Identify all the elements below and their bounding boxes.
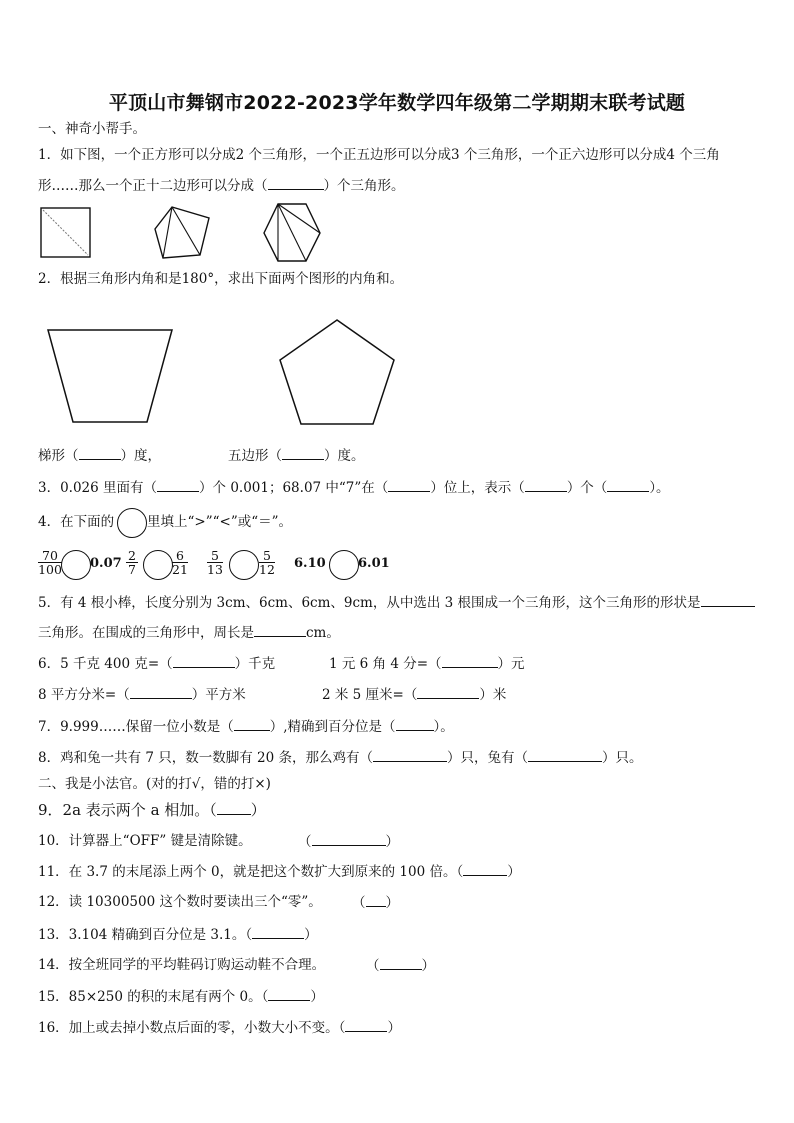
fraction-numerator: 2 [126, 549, 138, 563]
hexagon-divided-figure [262, 203, 322, 263]
q7-blank-2[interactable] [396, 718, 434, 731]
q7-blank-1[interactable] [234, 718, 270, 731]
question-1-line1: 1．如下图，一个正方形可以分成2 个三角形，一个正五边形可以分成3 个三角形，一个正六边形可以分成4 个三角 [38, 147, 720, 163]
q9-a: 9．2a 表示两个 a 相加。（ [38, 801, 217, 819]
q8-c: ）只。 [602, 750, 643, 766]
q10-c: ） [385, 834, 399, 850]
fraction-numerator: 6 [172, 549, 188, 563]
q1-text-b: ）个三角形。 [323, 178, 405, 194]
q9-b: ） [250, 801, 266, 819]
q6-c2: ）平方米 [191, 687, 246, 703]
question-4-prefix: 4．在下面的 [38, 514, 115, 530]
q7-a: 7．9.999……保留一位小数是（ [38, 719, 234, 735]
q3-e: ）。 [649, 480, 670, 496]
q6-c1: 8 平方分米=（ [38, 687, 130, 703]
question-10: 10．计算器上“OFF” 键是清除键。 [38, 833, 252, 849]
q13-blank[interactable] [252, 926, 304, 939]
q6-b2: ）元 [497, 656, 525, 672]
compare-circle-4[interactable] [329, 550, 359, 580]
fraction-70-100 [38, 549, 62, 576]
q6-blank-c[interactable] [130, 686, 192, 699]
question-2-answers [38, 447, 161, 464]
q15-a: 15．85×250 的积的末尾有两个 0。（ [38, 989, 269, 1005]
q3-b: ）个 0.001；68.07 中“7”在（ [199, 480, 389, 496]
q2-trap-a: 梯形（ [38, 448, 79, 464]
q8-blank-1[interactable] [373, 749, 447, 762]
q7-b: ）,精确到百分位是（ [269, 719, 396, 735]
q14-c: ） [421, 958, 435, 974]
question-15 [38, 988, 324, 1005]
q11-a: 11．在 3.7 的末尾添上两个 0，就是把这个数扩大到原来的 100 倍。（ [38, 864, 464, 880]
q3-blank-1[interactable] [157, 479, 199, 492]
q8-b: ）只，兔有（ [447, 750, 529, 766]
q3-a: 3．0.026 里面有（ [38, 480, 158, 496]
q6-blank-b[interactable] [442, 655, 498, 668]
section-heading-1: 一、神奇小帮手。 [38, 121, 146, 137]
q5-text-1: 5．有 4 根小棒，长度分别为 3cm、6cm、6cm、9cm，从中选出 3 根围成一个三角形，这个三角形的形状是 [38, 595, 701, 611]
q9-blank[interactable] [217, 802, 251, 815]
fraction-denominator: 100 [38, 562, 62, 577]
compare-value-6.01: 6.01 [358, 556, 390, 571]
question-3 [38, 479, 670, 496]
compare-circle-3[interactable] [229, 550, 259, 580]
fraction-2-7 [126, 549, 138, 576]
q6-a1: 6．5 千克 400 克=（ [38, 656, 173, 672]
question-5-line1 [38, 594, 755, 611]
q2-pent-blank[interactable] [282, 447, 324, 460]
q5-text-2b: cm。 [306, 625, 340, 641]
question-5-line2 [38, 624, 340, 641]
q12-blank[interactable] [366, 894, 386, 907]
q13-a: 13．3.104 精确到百分位是 3.1。（ [38, 927, 253, 943]
q10-b: （ [298, 834, 312, 850]
question-11 [38, 863, 521, 880]
question-2-pentagon-answer [228, 447, 365, 464]
pentagon-divided-figure [153, 205, 211, 261]
q5-blank-1[interactable] [701, 594, 755, 607]
q14-blank[interactable] [380, 957, 422, 970]
q15-blank[interactable] [268, 988, 310, 1001]
q3-blank-3[interactable] [525, 479, 567, 492]
question-16 [38, 1019, 401, 1036]
q1-text-a: 形……那么一个正十二边形可以分成（ [38, 178, 268, 194]
q12-c: ） [385, 895, 399, 911]
q11-b: ） [507, 864, 521, 880]
q6-d1: 2 米 5 厘米=（ [322, 687, 418, 703]
q5-blank-2[interactable] [254, 624, 306, 637]
q16-a: 16．加上或去掉小数点后面的零，小数大小不变。（ [38, 1020, 346, 1036]
q5-text-2a: 三角形。在围成的三角形中，周长是 [38, 625, 254, 641]
fraction-denominator: 21 [172, 562, 188, 577]
q7-c: ）。 [433, 719, 454, 735]
fraction-denominator: 13 [207, 562, 223, 577]
q14-b: （ [366, 958, 380, 974]
q8-blank-2[interactable] [528, 749, 602, 762]
q6-a2: ）千克 [234, 656, 276, 672]
question-14: 14．按全班同学的平均鞋码订购运动鞋不合理。 [38, 957, 326, 973]
pentagon-figure [278, 318, 396, 426]
q1-answer-blank[interactable] [268, 177, 324, 190]
fraction-numerator: 5 [207, 549, 223, 563]
question-12: 12．读 10300500 这个数时要读出三个“零”。 [38, 894, 322, 910]
compare-value-0.07: 0.07 [90, 556, 122, 571]
fraction-5-13 [207, 549, 223, 576]
q3-blank-2[interactable] [388, 479, 430, 492]
q10-blank[interactable] [312, 833, 386, 846]
q2-trap-b: ）度， [120, 448, 161, 464]
trapezoid-figure [45, 327, 175, 425]
question-6c [38, 686, 246, 703]
fraction-numerator: 5 [259, 549, 275, 563]
fraction-denominator: 7 [128, 562, 136, 577]
q16-blank[interactable] [345, 1019, 387, 1032]
question-13 [38, 926, 318, 943]
square-figure [40, 207, 92, 259]
q15-b: ） [310, 989, 324, 1005]
q3-c: ）位上，表示（ [430, 480, 525, 496]
q13-b: ） [304, 927, 318, 943]
q3-blank-4[interactable] [607, 479, 649, 492]
fraction-6-21 [172, 549, 188, 576]
q2-pent-a: 五边形（ [228, 448, 282, 464]
q4-example-circle [117, 508, 147, 538]
compare-value-6.10: 6.10 [294, 556, 326, 571]
q6-b1: 1 元 6 角 4 分=（ [329, 656, 442, 672]
q16-b: ） [387, 1020, 401, 1036]
q2-pent-b: ）度。 [324, 448, 365, 464]
q11-blank[interactable] [463, 863, 507, 876]
question-12-answer [352, 894, 399, 911]
section-heading-2: 二、我是小法官。(对的打√，错的打×) [38, 776, 271, 792]
question-1-line2 [38, 177, 405, 194]
q6-blank-d[interactable] [417, 686, 479, 699]
question-6b [329, 655, 525, 672]
page-title: 平顶山市舞钢市2022-2023学年数学四年级第二学期期末联考试题 [108, 92, 686, 114]
question-7 [38, 718, 454, 735]
q6-d2: ）米 [479, 687, 507, 703]
question-14-answer [366, 957, 435, 974]
q2-trap-blank[interactable] [79, 447, 121, 460]
question-9 [38, 802, 266, 818]
fraction-denominator: 12 [259, 562, 275, 577]
question-4-suffix: 里填上“>”“<”或“＝”。 [147, 514, 293, 530]
q6-blank-a[interactable] [173, 655, 235, 668]
q3-d: ）个（ [566, 480, 608, 496]
compare-circle-2[interactable] [143, 550, 173, 580]
fraction-5-12 [259, 549, 275, 576]
question-8 [38, 749, 643, 766]
question-2: 2．根据三角形内角和是180°，求出下面两个图形的内角和。 [38, 271, 404, 287]
q8-a: 8．鸡和兔一共有 7 只，数一数脚有 20 条，那么鸡有（ [38, 750, 374, 766]
q12-b: （ [352, 895, 366, 911]
question-10-answer [298, 833, 399, 850]
question-6d [322, 686, 506, 703]
fraction-numerator: 70 [38, 549, 62, 563]
question-6a [38, 655, 275, 672]
compare-circle-1[interactable] [61, 550, 91, 580]
